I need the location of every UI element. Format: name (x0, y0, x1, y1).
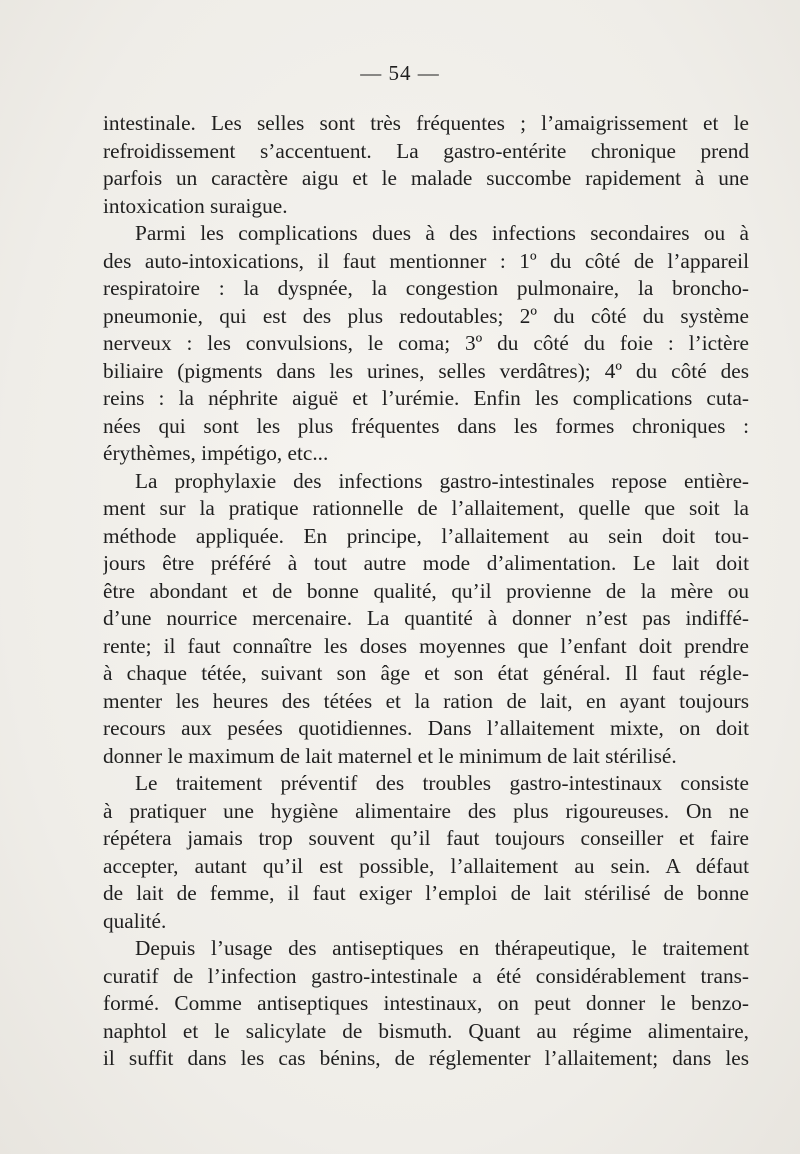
text-line: naphtol et le salicylate de bismuth. Quant au régime alimentaire, (103, 1018, 749, 1043)
text-line: pneumonie, qui est des plus redoutables; 2º du côté du système (103, 303, 749, 328)
text-line: de lait de femme, il faut exiger l’emploi de lait stérilisé de bonne (103, 881, 749, 905)
paragraph-4 (103, 770, 749, 935)
text-line: rente; il faut connaître les doses moyennes que l’enfant doit prendre (103, 633, 749, 658)
text-line: répétera jamais trop souvent qu’il faut toujours conseiller et faire (103, 826, 749, 850)
text-line: érythèmes, impétigo, etc... (103, 441, 329, 465)
text-line: il suffit dans les cas bénins, de réglementer l’allaitement; dans les (103, 1046, 749, 1070)
text-line: ment sur la pratique rationnelle de l’allaitement, quelle que soit la (103, 496, 749, 520)
text-line: Le traitement préventif des troubles gastro-intestinaux consiste (135, 771, 749, 795)
text-line: être abondant et de bonne qualité, qu’il provienne de la mère ou (103, 578, 749, 603)
text-line: Depuis l’usage des antiseptiques en thérapeutique, le traitement (135, 936, 749, 960)
text-line: intestinale. Les selles sont très fréquentes ; l’amaigrissement et le (103, 111, 749, 135)
text-line: nerveux : les convulsions, le coma; 3º du côté du foie : l’ictère (103, 331, 749, 355)
text-line: respiratoire : la dyspnée, la congestion pulmonaire, la broncho- (103, 276, 749, 300)
text-line: à chaque tétée, suivant son âge et son état général. Il faut régle- (103, 661, 749, 685)
text-line: reins : la néphrite aiguë et l’urémie. Enfin les complications cuta- (103, 386, 749, 410)
text-line: d’une nourrice mercenaire. La quantité à donner n’est pas indiffé- (103, 606, 749, 630)
text-line: nées qui sont les plus fréquentes dans les formes chroniques : (103, 413, 749, 438)
text-line: menter les heures des tétées et la ration de lait, en ayant toujours (103, 688, 749, 713)
text-line: intoxication suraigue. (103, 193, 288, 218)
text-line: accepter, autant qu’il est possible, l’allaitement au sein. A défaut (103, 853, 749, 878)
text-line: méthode appliquée. En principe, l’allaitement au sein doit tou- (103, 523, 749, 548)
paragraph-3 (103, 468, 749, 771)
text-line: donner le maximum de lait maternel et le minimum de lait stérilisé. (103, 743, 677, 768)
paragraph-1 (103, 110, 749, 220)
text-line: La prophylaxie des infections gastro-intestinales repose entière- (135, 468, 749, 493)
text-line: recours aux pesées quotidiennes. Dans l’allaitement mixte, on doit (103, 716, 749, 740)
text-line: biliaire (pigments dans les urines, selles verdâtres); 4º du côté des (103, 358, 749, 383)
text-line: Parmi les complications dues à des infections secondaires ou à (135, 221, 749, 245)
page-number: — 54 — (360, 61, 440, 85)
text-line: jours être préféré à tout autre mode d’alimentation. Le lait doit (103, 551, 749, 575)
text-line: formé. Comme antiseptiques intestinaux, on peut donner le benzo- (103, 991, 749, 1015)
paragraph-5 (103, 935, 749, 1073)
text-line: curatif de l’infection gastro-intestinale a été considérablement trans- (103, 963, 749, 988)
text-line: à pratiquer une hygiène alimentaire des plus rigoureuses. On ne (103, 798, 749, 823)
text-line: qualité. (103, 908, 167, 933)
paragraph-2 (103, 220, 749, 468)
text-line: des auto-intoxications, il faut mentionner : 1º du côté de l’appareil (103, 248, 749, 273)
text-line: refroidissement s’accentuent. La gastro-entérite chronique prend (103, 138, 749, 163)
text-line: parfois un caractère aigu et le malade succombe rapidement à une (103, 166, 749, 190)
body-text (103, 110, 749, 1073)
